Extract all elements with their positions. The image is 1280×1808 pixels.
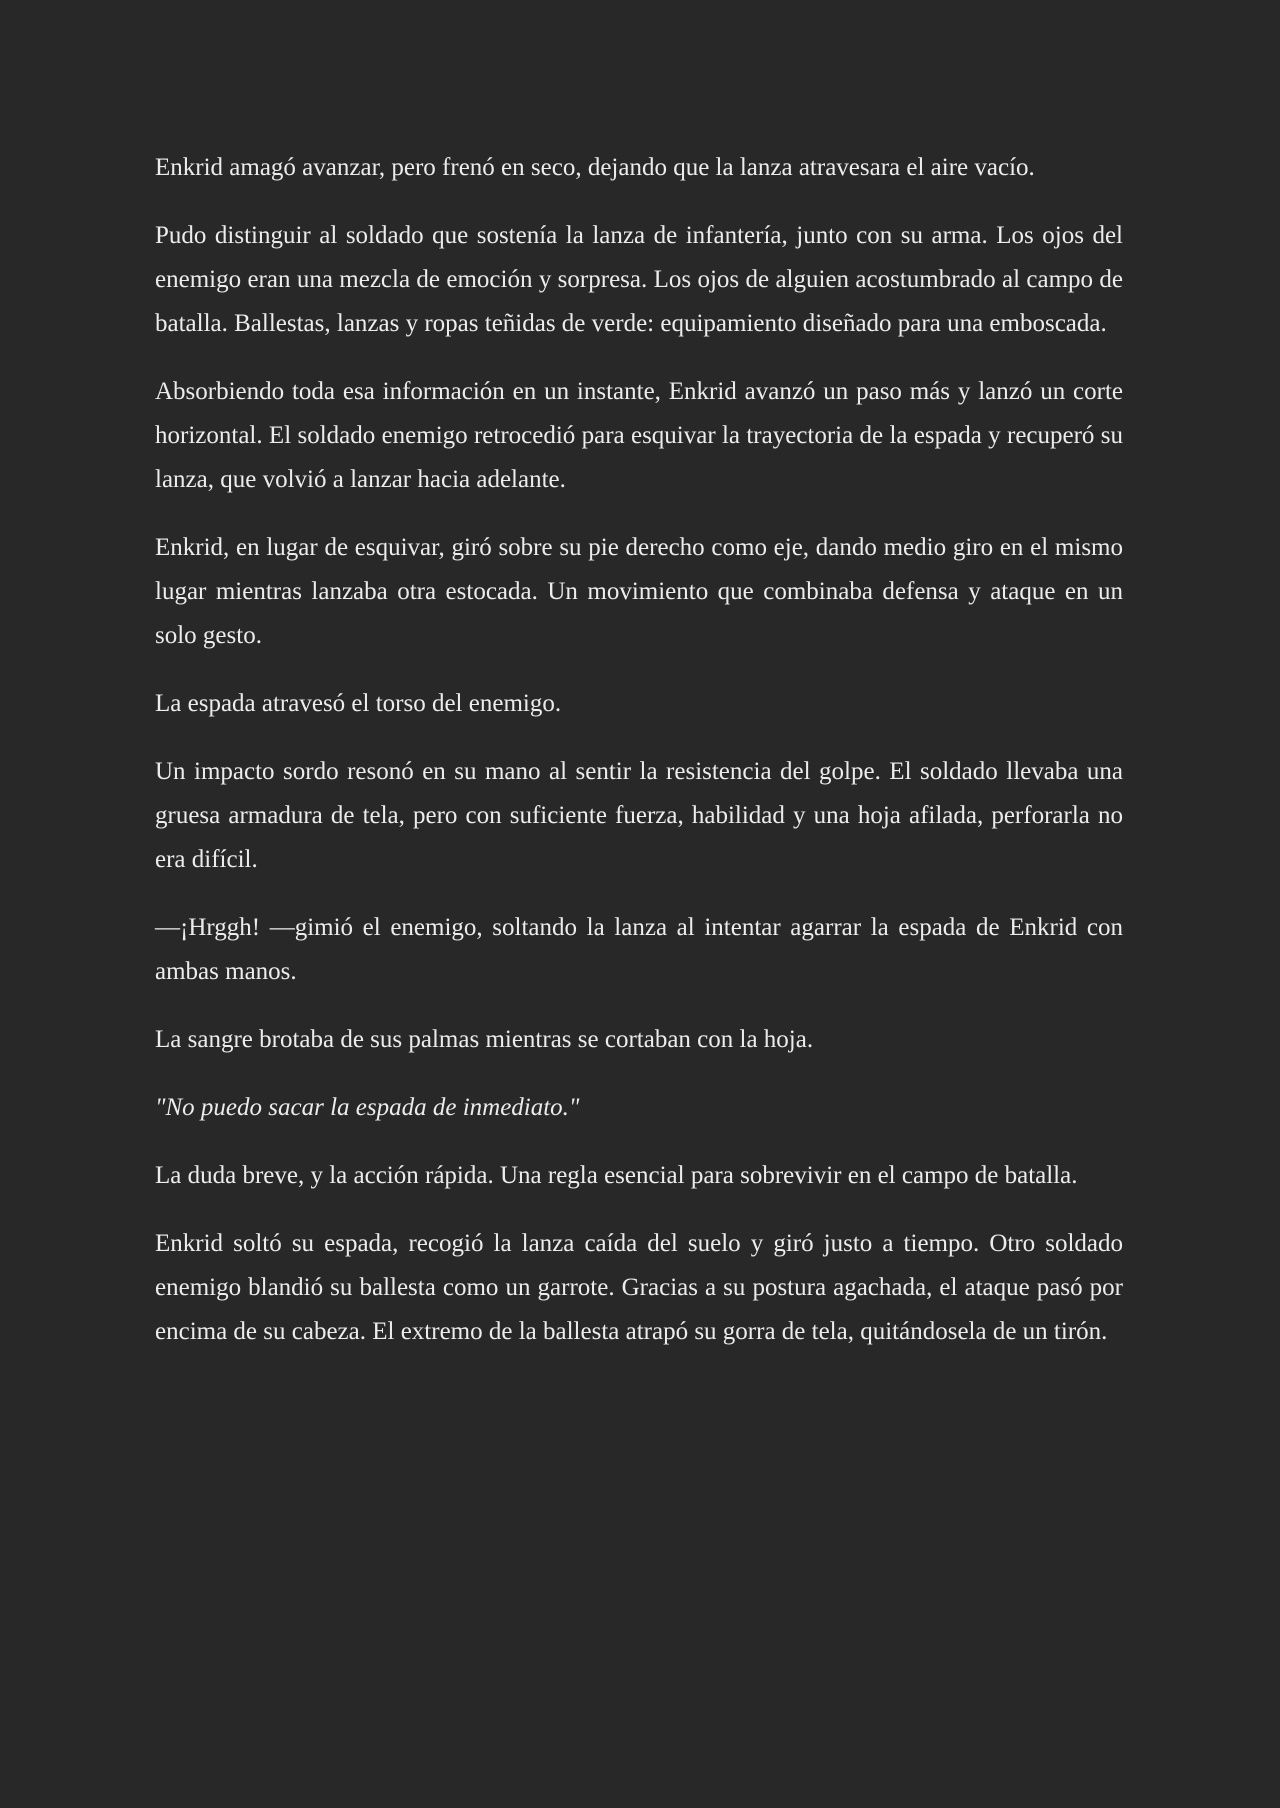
paragraph-1: Enkrid amagó avanzar, pero frenó en seco, dejando que la lanza atravesara el aire vacío.: [155, 154, 1035, 181]
paragraph-7-dialogue: —¡Hrggh! —gimió el enemigo, soltando la lanza al intentar agarrar la espada de Enkrid con ambas manos.: [155, 914, 1123, 985]
paragraph-8: La sangre brotaba de sus palmas mientras se cortaban con la hoja.: [155, 1026, 814, 1053]
paragraph-10: La duda breve, y la acción rápida. Una regla esencial para sobrevivir en el campo de batalla.: [155, 1162, 1078, 1189]
paragraph-11: Enkrid soltó su espada, recogió la lanza caída del suelo y giró justo a tiempo. Otro soldado enemigo blandió su ballesta como un garrote. Gracias a su postura agachada, el ataque pasó por encima de su cabeza. El extremo de la ballesta atrapó su gorra de tela, quitándosela de un tirón.: [155, 1230, 1123, 1345]
chapter-text: [155, 146, 1123, 1354]
paragraph-3: Absorbiendo toda esa información en un instante, Enkrid avanzó un paso más y lanzó un corte horizontal. El soldado enemigo retrocedió para esquivar la trayectoria de la espada y recuperó su lanza, que volvió a lanzar hacia adelante.: [155, 378, 1123, 493]
paragraph-5: La espada atravesó el torso del enemigo.: [155, 690, 562, 717]
paragraph-6: Un impacto sordo resonó en su mano al sentir la resistencia del golpe. El soldado llevaba una gruesa armadura de tela, pero con suficiente fuerza, habilidad y una hoja afilada, perforarla no era difícil.: [155, 758, 1123, 873]
paragraph-9-thought: "No puedo sacar la espada de inmediato.": [155, 1094, 580, 1121]
paragraph-2: Pudo distinguir al soldado que sostenía la lanza de infantería, junto con su arma. Los ojos del enemigo eran una mezcla de emoción y sorpresa. Los ojos de alguien acostumbrado al campo de batalla. Ballestas, lanzas y ropas teñidas de verde: equipamiento diseñado para una emboscada.: [155, 222, 1123, 337]
paragraph-4: Enkrid, en lugar de esquivar, giró sobre su pie derecho como eje, dando medio giro en el mismo lugar mientras lanzaba otra estocada. Un movimiento que combinaba defensa y ataque en un solo gesto.: [155, 534, 1123, 649]
